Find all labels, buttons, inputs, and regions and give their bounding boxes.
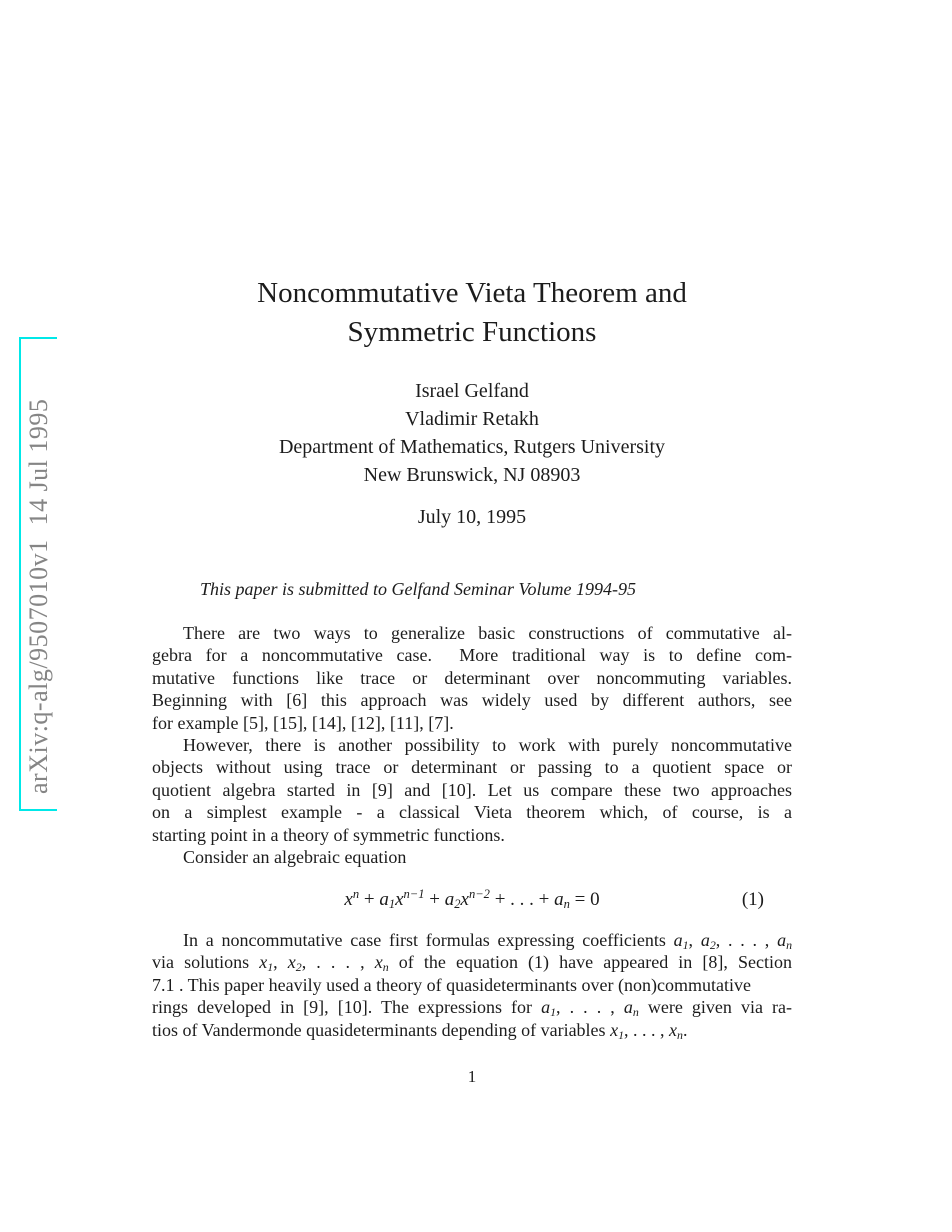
text-line: Beginning with [6] this approach was widely used by different authors, see: [152, 690, 792, 711]
text-line: rings developed in [9], [10]. The expressions for $a_1$, . . . , $a_n$ were given via ra-: [152, 997, 792, 1020]
paragraph: [152, 622, 792, 734]
text-line: Department of Mathematics, Rutgers University: [278, 436, 665, 458]
page-content: [152, 0, 792, 1232]
submission-note: This paper is submitted to Gelfand Seminar Volume 1994-95: [200, 579, 636, 599]
equation-number: (1): [741, 889, 764, 910]
text-line: Vladimir Retakh: [405, 408, 539, 430]
text-line: Israel Gelfand: [415, 380, 529, 402]
text-line: mutative functions like trace or determinant over noncommuting variables.: [152, 667, 792, 688]
text-line: Consider an algebraic equation: [183, 847, 407, 867]
text-line: Noncommutative Vieta Theorem and: [257, 277, 687, 309]
affiliation: [152, 433, 792, 489]
paragraph: [152, 929, 792, 1041]
page-number: 1: [467, 1067, 477, 1086]
text-line: objects without using trace or determinant or passing to a quotient space or: [152, 757, 792, 778]
equation-formula: $x^n + a_1x^{n-1} + a_2x^{n-2}$ + . . . + $a_n = 0$: [344, 887, 600, 912]
text-line: quotient algebra started in [9] and [10]. Let us compare these two approaches: [152, 779, 792, 800]
text-line: There are two ways to generalize basic constructions of commutative al-: [183, 623, 792, 643]
text-line: starting point in a theory of symmetric functions.: [152, 824, 505, 845]
text-line: on a simplest example - a classical Vieta theorem which, of course, is a: [152, 802, 792, 823]
text-line: However, there is another possibility to work with purely noncommutative: [183, 735, 792, 755]
paper-title: [152, 274, 792, 352]
arxiv-watermark-box: [19, 337, 57, 811]
text-line: tios of Vandermonde quasideterminants depending of variables $x_1$, . . . , $x_n$.: [152, 1019, 688, 1042]
text-line: 7.1 . This paper heavily used a theory of quasideterminants over (non)commutative: [152, 974, 752, 995]
text-line: In a noncommutative case first formulas expressing coefficients $a_1$, $a_2$, . . . , $a_n$: [183, 930, 792, 952]
arxiv-identifier-link[interactable]: arXiv:q-alg/9507010v1 14 Jul 1995: [24, 398, 53, 794]
text-line: Symmetric Functions: [347, 316, 597, 348]
text-line: gebra for a noncommutative case. More traditional way is to define com-: [152, 645, 792, 666]
paragraph: [152, 734, 792, 846]
paper-date: July 10, 1995: [417, 506, 527, 528]
text-line: New Brunswick, NJ 08903: [363, 464, 581, 486]
text-line: for example [5], [15], [14], [12], [11], [7].: [152, 712, 454, 733]
author-list: [152, 377, 792, 433]
equation: [152, 884, 792, 916]
paragraph: [152, 846, 792, 868]
text-line: via solutions $x_1$, $x_2$, . . . , $x_n$ of the equation (1) have appeared in [8], Section: [152, 952, 792, 975]
